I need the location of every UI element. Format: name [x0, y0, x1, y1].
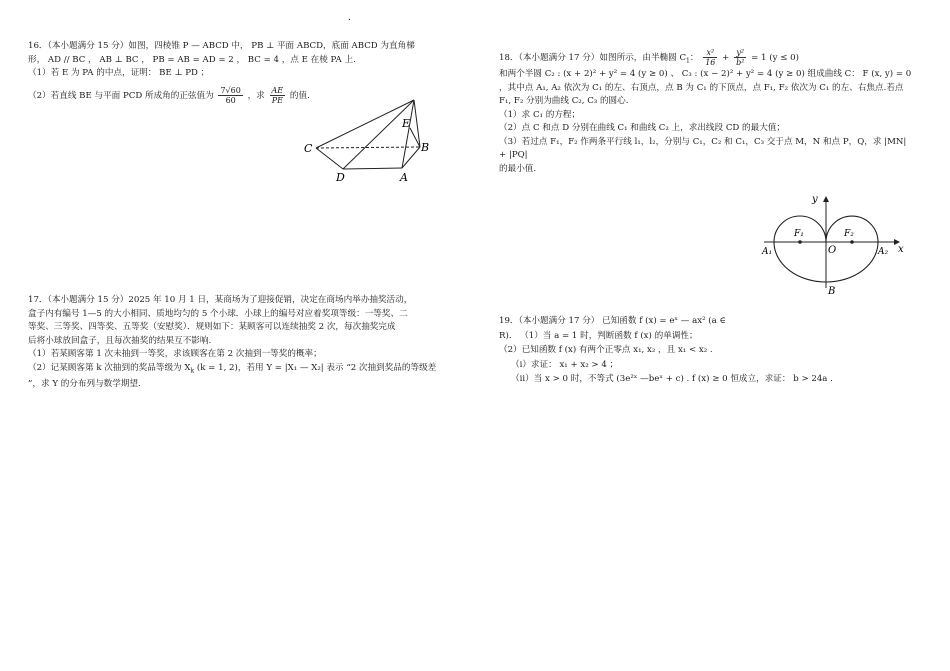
q17-part2-a: （2）记某顾客第 k 次抽到的奖品等级为 X: [28, 362, 191, 373]
edge-CB-hidden: [316, 147, 420, 148]
q17-part1: （1）若某顾客第 1 次未抽到一等奖，求该顾客在第 2 次抽到一等奖的概率；: [28, 349, 322, 359]
label-x: x: [898, 244, 904, 255]
label-E: E: [402, 117, 411, 130]
q16-ratio-fraction: [270, 86, 286, 105]
question-18: [499, 40, 927, 176]
q17-part2-sub: k: [190, 367, 195, 375]
edge-CD: [316, 148, 343, 169]
q18-part2: （2）点 C 和点 D 分别在曲线 C₁ 和曲线 C₂ 上，求出线段 CD 的最大值；: [499, 123, 786, 134]
q19-line4: （i）求证： x₁ + x₂ > 4 ；: [511, 359, 619, 370]
q19-line1: 19．（本小题满分 17 分） 已知函数 f (x) = eˣ — ax² (a ∈: [499, 316, 726, 326]
q16-header: 16．（本小题满分 15 分）如图，四棱锥 P — ABCD 中， PB ⊥ 平面 ABCD，底面 ABCD 为直角梯: [28, 41, 415, 51]
q17-part2-b: (k = 1, 2)，若用 Y = |X₁ — X₂| 表示 “2 次抽到奖品的等级差: [194, 362, 437, 373]
q18-ellipse-y-den: b²: [736, 58, 745, 67]
q18-part1: （1）求 C₁ 的方程；: [499, 109, 581, 120]
q19-line3: （2）已知函数 f (x) 有两个正零点 x₁, x₂ ，且 x₁ < x₂ .: [499, 345, 713, 355]
q16-part1: （1）若 E 为 PA 的中点，证明： BE ⊥ PD ；: [28, 68, 210, 78]
q18-ellipse-y-num: y²: [734, 48, 746, 58]
q17-line4: 后将小球放回盒子，且每次抽奖的结果互不影响.: [28, 335, 212, 346]
q16-sine-den: 60: [225, 95, 236, 105]
label-B: B: [828, 286, 836, 297]
q18-ellipse-plus: +: [722, 53, 730, 63]
q18-line1-sub: 1: [686, 57, 690, 65]
focus-F1: [798, 240, 802, 244]
q17-part2: [28, 362, 450, 378]
q16-sine-num: 7√60: [220, 85, 241, 95]
label-D: D: [336, 171, 345, 184]
edge-PC: [316, 100, 414, 148]
label-F1: F₁: [794, 229, 804, 239]
q17-line3: 等奖、三等奖、四等奖、五等奖（安慰奖）．规则如下：某顾客可以连续抽奖 2 次，每次抽奖完成: [28, 322, 396, 332]
q18-part3: （3）若过点 F₁，F₂ 作两条平行线 l₁，l₂，分别与 C₁，C₂ 和 C₁，C₃ 交于点 M，N 和点 P，Q，求 |MN|: [499, 136, 907, 147]
q17-line1: 17．（本小题满分 15 分）2025 年 10 月 1 日，某商场为了迎接促销，决定在商场内举办抽奖活动，: [28, 295, 413, 305]
label-B: B: [421, 141, 430, 154]
q17-part2-end: ”，求 Y 的分布列与数学期望.: [28, 378, 141, 389]
q17-line2: 盒子内有编号 1—5 的大小相同、质地均匀的 5 个小球．小球上的编号对应着奖项等级：一等奖、二: [28, 308, 408, 319]
label-A: A: [400, 171, 408, 184]
q18-line1: [499, 48, 927, 68]
page-mark: .: [348, 13, 351, 23]
q18-ellipse-x-den: 16: [705, 58, 716, 67]
q19-line5: （ii）当 x > 0 时，不等式 (3e²ˣ —beˣ + c) . f (x) ≥ 0 恒成立，求证： b > 24a .: [511, 374, 833, 384]
q16-ratio-den: PE: [271, 95, 283, 105]
q16-part2-end: 的值.: [289, 90, 310, 101]
q18-part3-b: + |PQ|: [499, 150, 528, 161]
label-A2: A₂: [878, 247, 889, 257]
question-19: [499, 314, 927, 387]
label-C: C: [304, 142, 313, 155]
curve-figure: [758, 190, 908, 298]
question-16: [28, 40, 450, 105]
q16-ratio-num: AE: [271, 85, 284, 95]
y-axis-arrow: [823, 196, 829, 202]
q19-line2: R)． （1）当 a = 1 时，判断函数 f (x) 的单调性；: [499, 330, 698, 341]
label-O: O: [828, 245, 837, 256]
pyramid-figure: [300, 96, 435, 186]
q18-line4: F₁, F₂ 分别为曲线 C₂, C₃ 的圆心.: [499, 96, 629, 107]
label-F2: F₂: [844, 229, 854, 239]
q16-condition: 形， AD // BC ， AB ⊥ BC ， PB = AB = AD = 2 ， BC = 4 ，点 E 在棱 PA 上.: [28, 54, 356, 65]
label-A1: A₁: [762, 247, 773, 257]
focus-F2: [850, 240, 854, 244]
edge-DA: [343, 168, 402, 169]
q16-sine-fraction: [218, 86, 242, 105]
q16-part2-ask: ，求: [247, 90, 265, 101]
q18-ellipse-y-frac: [734, 48, 746, 67]
q16-part2-text: （2）若直线 BE 与平面 PCD 所成角的正弦值为: [28, 90, 214, 101]
q18-line1-c: = 1 (y ≤ 0): [751, 53, 799, 63]
question-17: [28, 294, 450, 391]
q18-part3-end: 的最小值.: [499, 163, 537, 174]
q18-line3: ，其中点 A₁, A₂ 依次为 C₁ 的左、右顶点，点 B 为 C₁ 的下顶点，点 F₁, F₂ 依次为 C₁ 的左、右焦点.若点: [499, 82, 904, 93]
q18-line1-b: ：: [689, 53, 699, 63]
q18-ellipse-x-frac: [703, 48, 717, 67]
label-y: y: [812, 194, 818, 205]
q18-line1-a: 18．（本小题满分 17 分）如图所示，由半椭圆 C: [499, 53, 687, 63]
edge-PB: [414, 100, 420, 147]
q18-ellipse-x-num: x²: [703, 48, 717, 58]
q18-line2: 和两个半圆 C₂ : (x + 2)² + y² = 4 (y ≥ 0) 、 C₃ : (x − 2)² + y² = 4 (y ≥ 0) 组成曲线 C： F (x, y) = 0: [499, 69, 912, 80]
